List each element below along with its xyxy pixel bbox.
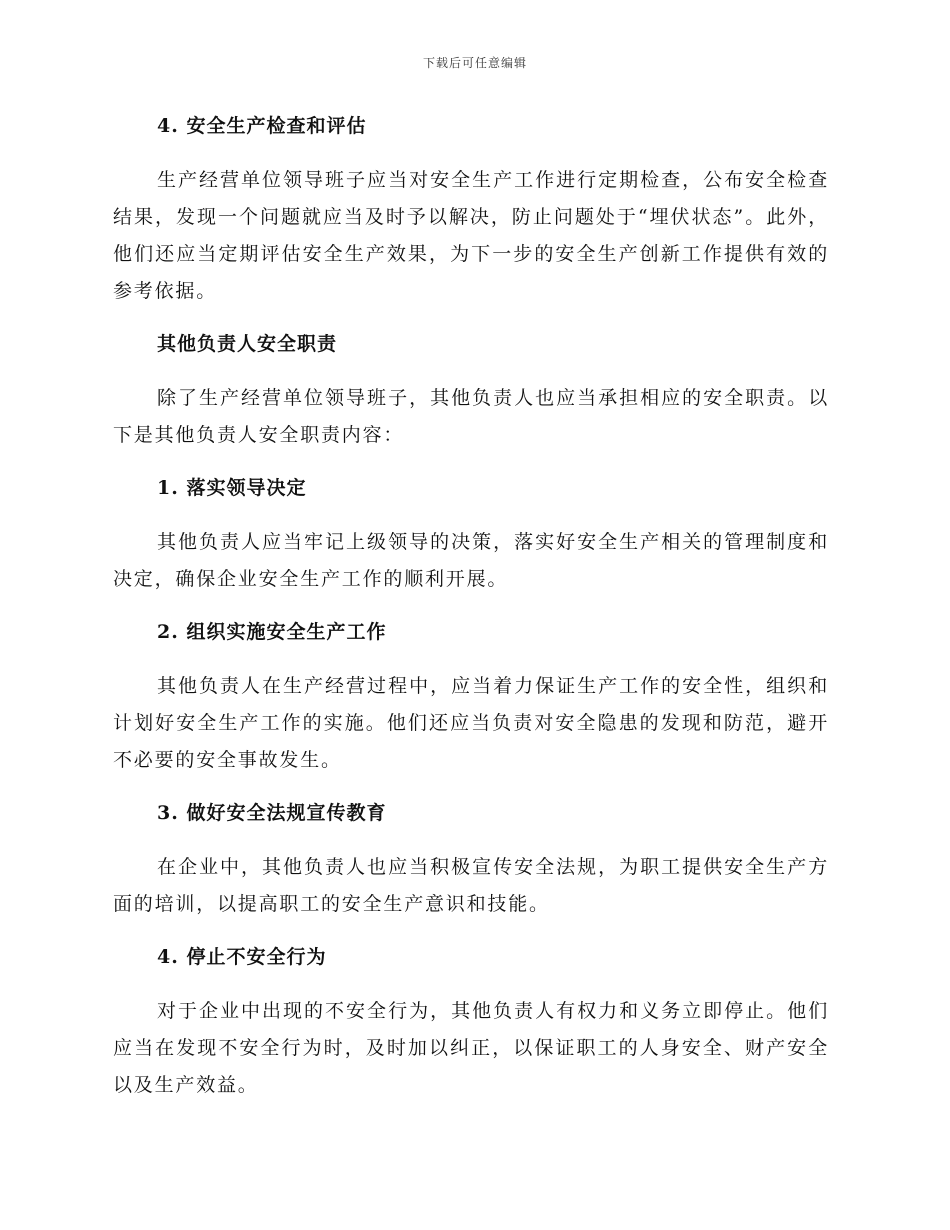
section-heading-implement-decisions: 1. 落实领导决定 bbox=[157, 477, 307, 499]
section-heading-stop-unsafe-behavior: 4. 停止不安全行为 bbox=[157, 946, 327, 968]
paragraph-safety-education: 在企业中，其他负责人也应当积极宣传安全法规，为职工提供安全生产方面的培训，以提高职工的安全生产意识和技能。 bbox=[113, 856, 829, 915]
section-heading-inspection: 4. 安全生产检查和评估 bbox=[157, 115, 367, 137]
section-heading-organize-safety-work: 2. 组织实施安全生产工作 bbox=[157, 621, 387, 643]
paragraph-implement-decisions: 其他负责人应当牢记上级领导的决策，落实好安全生产相关的管理制度和决定，确保企业安全生产工作的顺利开展。 bbox=[113, 531, 829, 590]
section-heading-other-responsibilities: 其他负责人安全职责 bbox=[157, 333, 338, 355]
paragraph-stop-unsafe-behavior: 对于企业中出现的不安全行为，其他负责人有权力和义务立即停止。他们应当在发现不安全行为时，及时加以纠正，以保证职工的人身安全、财产安全以及生产效益。 bbox=[113, 1000, 829, 1096]
paragraph-organize-safety-work: 其他负责人在生产经营过程中，应当着力保证生产工作的安全性，组织和计划好安全生产工作的实施。他们还应当负责对安全隐患的发现和防范，避开不必要的安全事故发生。 bbox=[113, 675, 829, 771]
paragraph-inspection: 生产经营单位领导班子应当对安全生产工作进行定期检查，公布安全检查结果，发现一个问题就应当及时予以解决，防止问题处于“埋伏状态”。此外，他们还应当定期评估安全生产效果，为下一步的安全生产创新工作提供有效的参考依据。 bbox=[113, 169, 829, 302]
paragraph-other-responsibilities: 除了生产经营单位领导班子，其他负责人也应当承担相应的安全职责。以下是其他负责人安全职责内容： bbox=[113, 387, 829, 446]
section-heading-safety-education: 3. 做好安全法规宣传教育 bbox=[157, 802, 387, 824]
header-note: 下载后可任意编辑 bbox=[422, 56, 527, 70]
document-body bbox=[113, 108, 829, 1104]
